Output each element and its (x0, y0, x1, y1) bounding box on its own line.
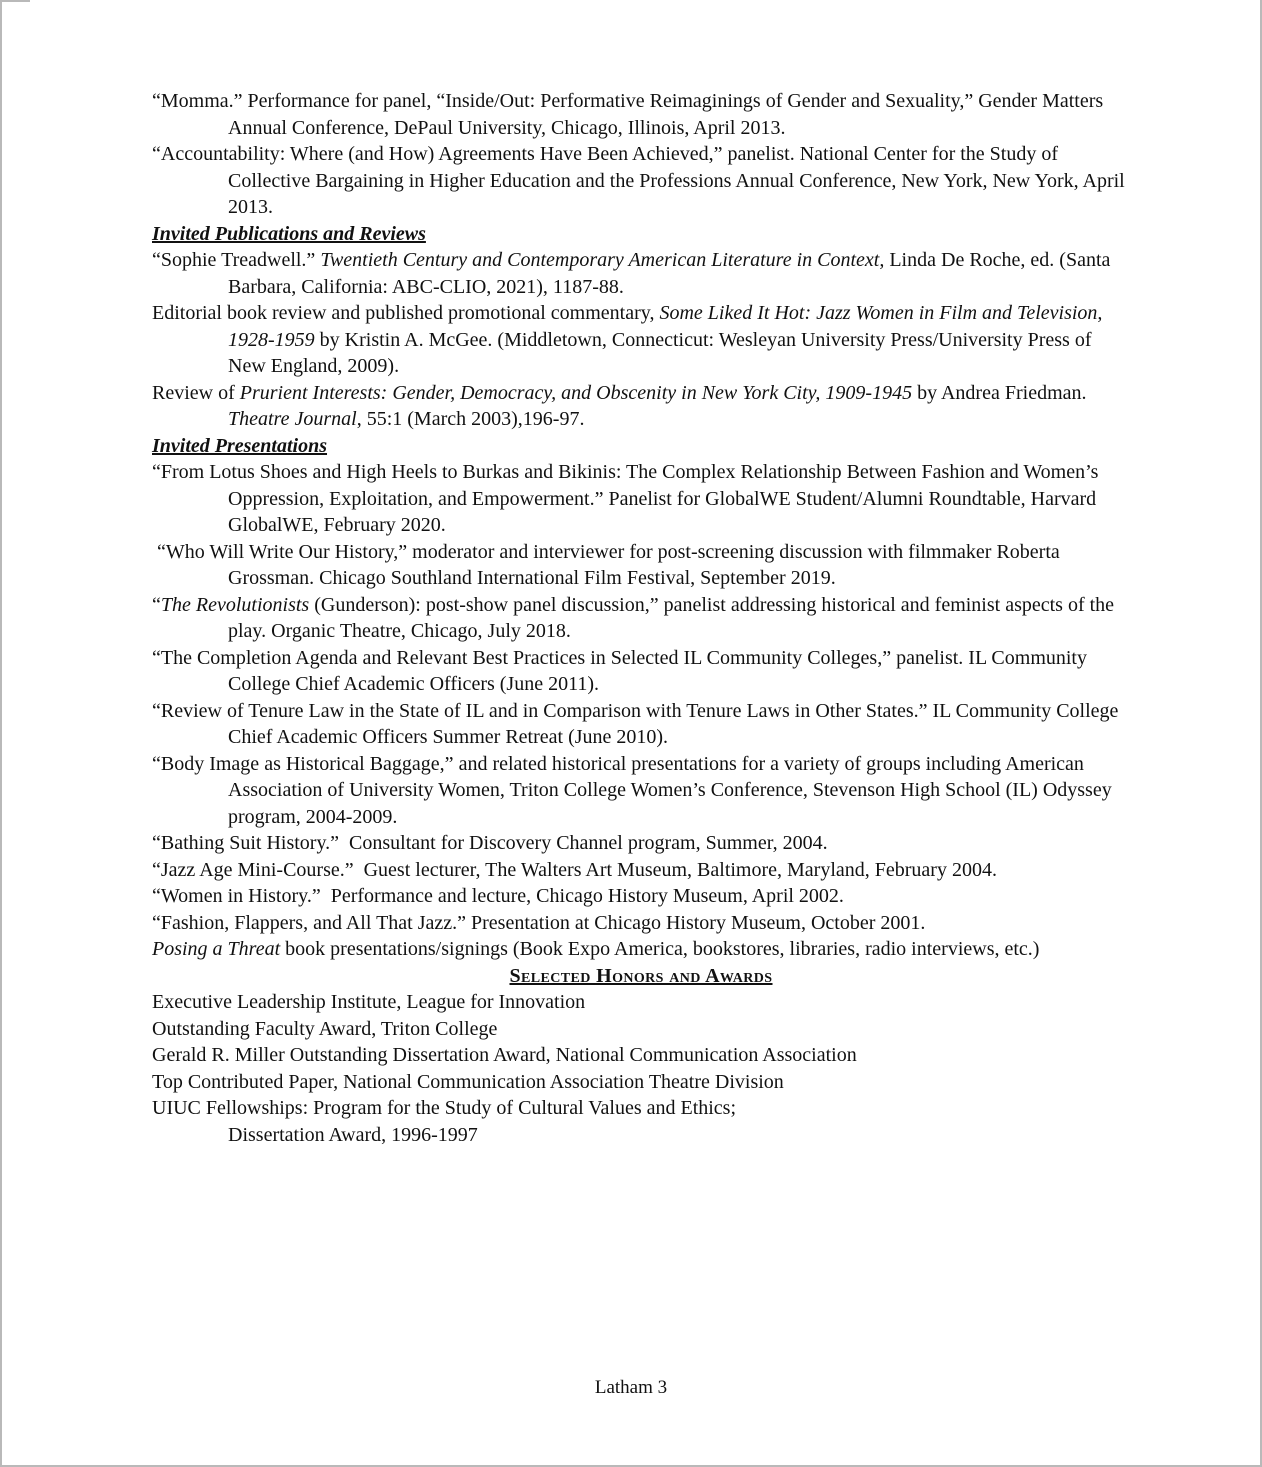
cv-entry (152, 592, 1130, 645)
cv-entry (152, 645, 1130, 698)
text: (Gunderson): post-show panel discussion,” panelist addressing historical and feminist aspects of the play. Organic Theatre, Chicago, July 2018. (228, 593, 1115, 642)
cv-content (152, 88, 1130, 1148)
page-number: Latham 3 (594, 1377, 668, 1398)
cv-entry (152, 751, 1130, 831)
cv-entry (152, 1042, 1130, 1069)
cv-entry (152, 698, 1130, 751)
text: “Momma.” Performance for panel, “Inside/Out: Performative Reimaginings of Gender and Sexuality,” Gender Matters Annual Conference, DePaul University, Chicago, Illinois, April 2013. (152, 90, 1104, 139)
cv-entry (152, 936, 1130, 963)
cv-entry (152, 1069, 1130, 1096)
cv-entry (152, 857, 1130, 884)
text: “Review of Tenure Law in the State of IL and in Comparison with Tenure Laws in Other States.” IL Community College Chief Academic Officers Summer Retreat (June 2010). (152, 699, 1119, 748)
cv-entry (152, 380, 1130, 433)
text: , 55:1 (March 2003),196-97. (356, 408, 585, 430)
text: “Bathing Suit History.” Consultant for Discovery Channel program, Summer, 2004. (152, 832, 828, 854)
text: UIUC Fellowships: Program for the Study of Cultural Values and Ethics; (152, 1097, 737, 1119)
cv-entry (152, 830, 1130, 857)
cv-entry (152, 989, 1130, 1016)
section-heading (152, 433, 1130, 460)
heading-text: Invited Presentations (152, 434, 328, 457)
text: “Body Image as Historical Baggage,” and related historical presentations for a variety of groups including American Association of University Women, Triton College Women’s Conference, Stevenson High School (IL) Odyssey program, 2004-2009. (152, 752, 1112, 828)
text: “The Completion Agenda and Relevant Best Practices in Selected IL Community Colleges,” panelist. IL Community College Chief Academic Officers (June 2011). (152, 646, 1087, 695)
italic-text: Some Liked It Hot: Jazz Women in Film and Television, 1928-1959 (228, 302, 1103, 351)
cv-entry (152, 910, 1130, 937)
cv-entry (152, 88, 1130, 141)
text: Editorial book review and published promotional commentary, (152, 302, 660, 324)
text: “Women in History.” Performance and lecture, Chicago History Museum, April 2002. (152, 885, 844, 907)
text: “Accountability: Where (and How) Agreements Have Been Achieved,” panelist. National Center for the Study of Collective Bargaining in Higher Education and the Professions Annual Conference, New York, New York, April 2013. (152, 143, 1125, 218)
centered-section-heading (152, 963, 1130, 990)
italic-text: The Revolutionists (160, 593, 310, 616)
italic-text: Posing a Threat (152, 938, 281, 960)
text: book presentations/signings (Book Expo America, bookstores, libraries, radio interviews, etc.) (280, 938, 1040, 960)
italic-text: Prurient Interests: Gender, Democracy, and Obscenity in New York City, 1909-1945 (239, 381, 913, 404)
cv-entry (152, 539, 1130, 592)
cv-entry (152, 300, 1130, 380)
text: Linda De Roche, ed. (Santa Barbara, California: ABC-CLIO, 2021), 1187-88. (228, 249, 1111, 298)
text: Review of (152, 381, 240, 404)
cv-entry (152, 1016, 1130, 1043)
text: Outstanding Faculty Award, Triton College (152, 1017, 498, 1040)
text: Top Contributed Paper, National Communication Association Theatre Division (152, 1070, 784, 1093)
text: Gerald R. Miller Outstanding Dissertation Award, National Communication Association (152, 1044, 857, 1066)
heading-text: Invited Publications and Reviews (152, 222, 426, 245)
text: “Who Will Write Our History,” moderator and interviewer for post-screening discussion with filmmaker Roberta Grossman. Chicago Southland International Film Festival, September 2019. (152, 540, 1060, 589)
text: “Sophie Treadwell.” (152, 249, 321, 271)
text: “Jazz Age Mini-Course.” Guest lecturer, The Walters Art Museum, Baltimore, Maryland, February 2004. (152, 858, 997, 881)
text: Executive Leadership Institute, League for Innovation (152, 991, 586, 1013)
text: “Fashion, Flappers, and All That Jazz.” Presentation at Chicago History Museum, October 2001. (152, 911, 926, 934)
cv-entry (152, 247, 1130, 300)
text: Dissertation Award, 1996-1997 (228, 1123, 478, 1146)
italic-text: Theatre Journal (228, 408, 357, 430)
section-heading (152, 221, 1130, 248)
cv-entry (152, 1095, 1130, 1148)
page-edge-mark (2, 0, 30, 2)
cv-entry (152, 141, 1130, 221)
cv-entry (152, 459, 1130, 539)
text: by Andrea Friedman. (912, 381, 1087, 404)
text: “ (152, 593, 161, 616)
text: by Kristin A. McGee. (Middletown, Connecticut: Wesleyan University Press/University Press of New England, 2009). (228, 328, 1092, 377)
heading-text: Selected Honors and Awards (509, 964, 773, 987)
text: “From Lotus Shoes and High Heels to Burkas and Bikinis: The Complex Relationship Between Fashion and Women’s Oppression, Exploitation, and Empowerment.” Panelist for GlobalWE Student/Alumni Roundtable, Harvard GlobalWE, February 2020. (152, 461, 1099, 536)
cv-entry (152, 883, 1130, 910)
italic-text: Twentieth Century and Contemporary American Literature in Context, (320, 249, 885, 271)
